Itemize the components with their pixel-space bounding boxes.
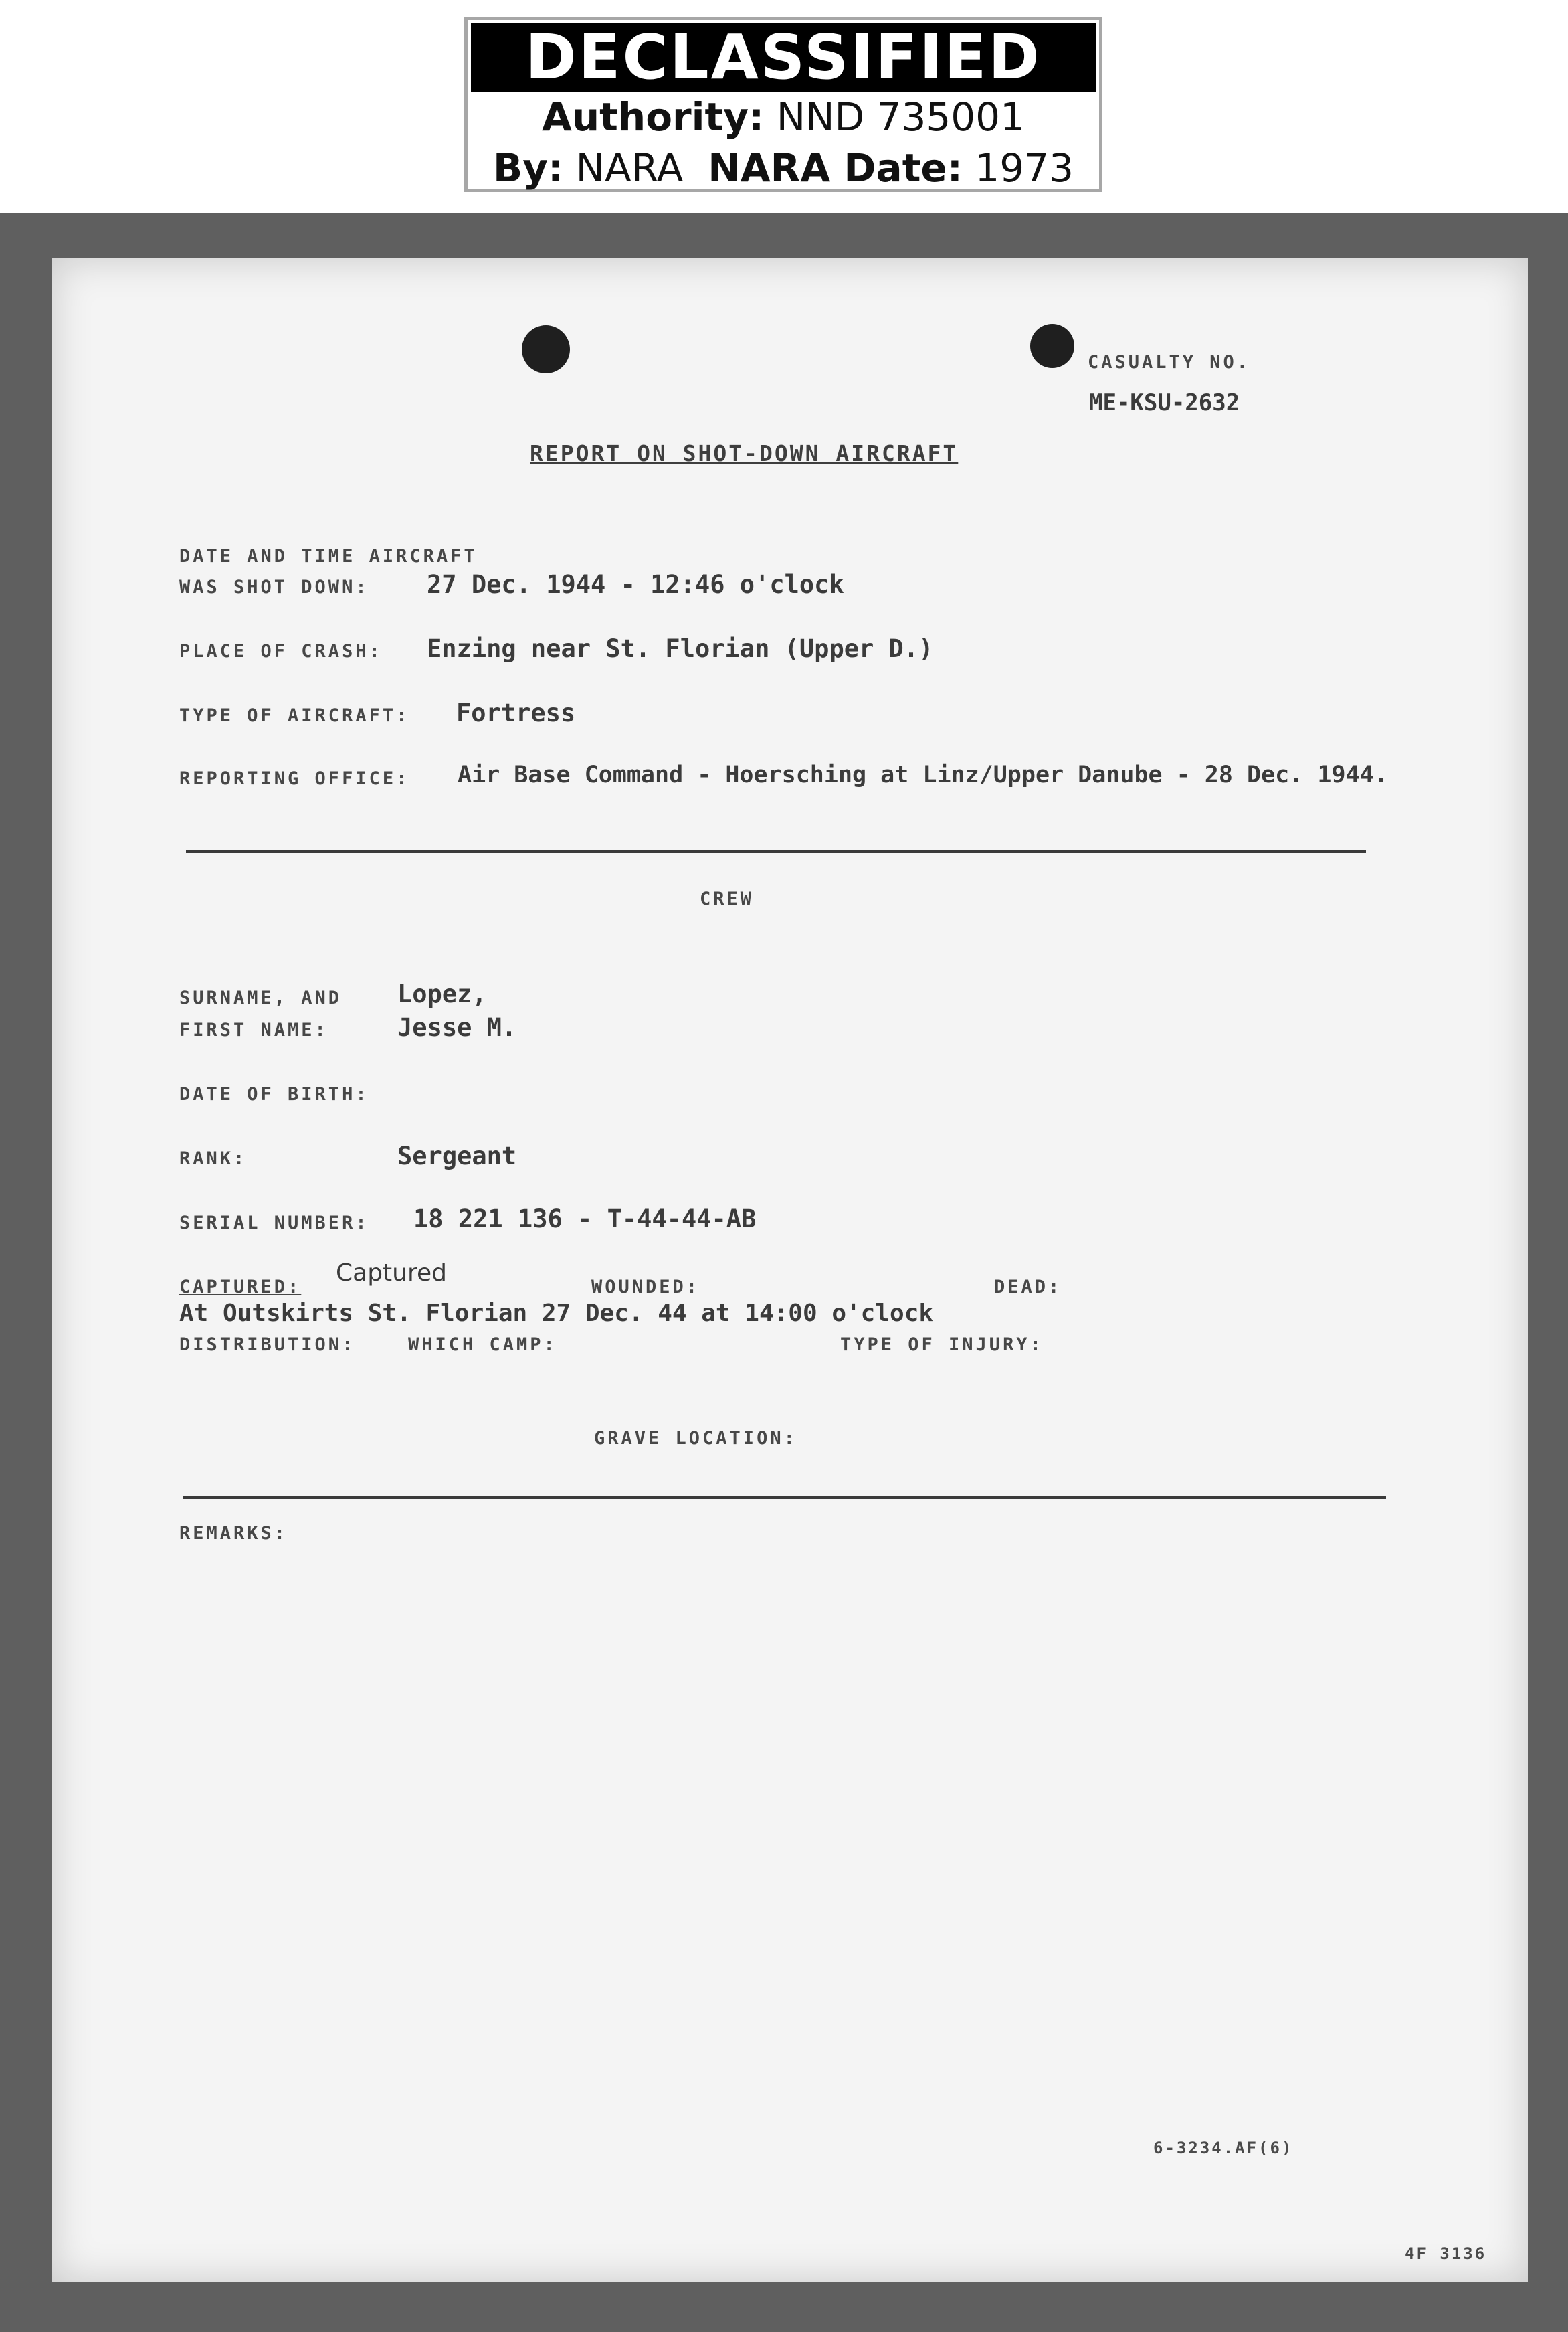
surname-value: Lopez,: [397, 980, 487, 1008]
injury-label: TYPE OF INJURY:: [840, 1334, 1044, 1355]
captured-value: Captured: [336, 1259, 447, 1287]
scanned-document-frame: [0, 213, 1568, 2332]
surname-label-2: FIRST NAME:: [179, 1020, 328, 1041]
stamp-title: DECLASSIFIED: [471, 23, 1096, 92]
rank-label: RANK:: [179, 1148, 248, 1169]
date-time-label-1: DATE AND TIME AIRCRAFT: [179, 546, 478, 567]
surname-label-1: SURNAME, AND: [179, 988, 342, 1008]
document-page: [52, 258, 1528, 2282]
wounded-label: WOUNDED:: [591, 1277, 700, 1297]
camp-label: WHICH CAMP:: [408, 1334, 557, 1355]
dead-label: DEAD:: [994, 1277, 1062, 1297]
office-value: Air Base Command - Hoersching at Linz/Upper Danube - 28 Dec. 1944.: [458, 761, 1388, 788]
first-name-value: Jesse M.: [397, 1013, 517, 1042]
type-label: TYPE OF AIRCRAFT:: [179, 705, 410, 726]
by-value: NARA: [575, 145, 684, 191]
casualty-label: CASUALTY NO.: [1088, 352, 1251, 373]
rank-value: Sergeant: [397, 1142, 517, 1170]
office-label: REPORTING OFFICE:: [179, 768, 410, 789]
stamp-by-line: [468, 143, 1099, 193]
date-time-value: 27 Dec. 1944 - 12:46 o'clock: [427, 570, 844, 599]
punch-hole-left: [522, 325, 570, 373]
authority-value: NND 735001: [776, 94, 1025, 140]
date-time-label-2: WAS SHOT DOWN:: [179, 577, 369, 598]
report-title: REPORT ON SHOT-DOWN AIRCRAFT: [530, 440, 959, 466]
captured-detail: At Outskirts St. Florian 27 Dec. 44 at 14:00 o'clock: [179, 1299, 934, 1327]
nara-date-value: 1973: [975, 145, 1074, 191]
place-value: Enzing near St. Florian (Upper D.): [427, 634, 934, 663]
serial-value: 18 221 136 - T-44-44-AB: [413, 1204, 757, 1233]
divider-bottom: [183, 1496, 1386, 1499]
dob-label: DATE OF BIRTH:: [179, 1084, 369, 1105]
grave-label: GRAVE LOCATION:: [594, 1428, 797, 1449]
divider-top: [186, 850, 1366, 853]
serial-label: SERIAL NUMBER:: [179, 1213, 369, 1233]
type-value: Fortress: [456, 699, 576, 727]
place-label: PLACE OF CRASH:: [179, 641, 383, 662]
crew-heading: CREW: [700, 889, 755, 909]
stamp-authority-line: [468, 92, 1099, 143]
nara-date-label: NARA Date:: [708, 145, 963, 191]
authority-label: Authority:: [542, 94, 765, 140]
form-number: 6-3234.AF(6): [1153, 2139, 1294, 2157]
by-label: By:: [493, 145, 564, 191]
distribution-label: DISTRIBUTION:: [179, 1334, 356, 1355]
captured-label: CAPTURED:: [179, 1277, 302, 1297]
remarks-label: REMARKS:: [179, 1523, 288, 1544]
casualty-number: ME-KSU-2632: [1089, 389, 1240, 416]
declassified-stamp: [464, 17, 1102, 192]
corner-code: 4F 3136: [1405, 2244, 1487, 2263]
punch-hole-right: [1030, 324, 1074, 368]
